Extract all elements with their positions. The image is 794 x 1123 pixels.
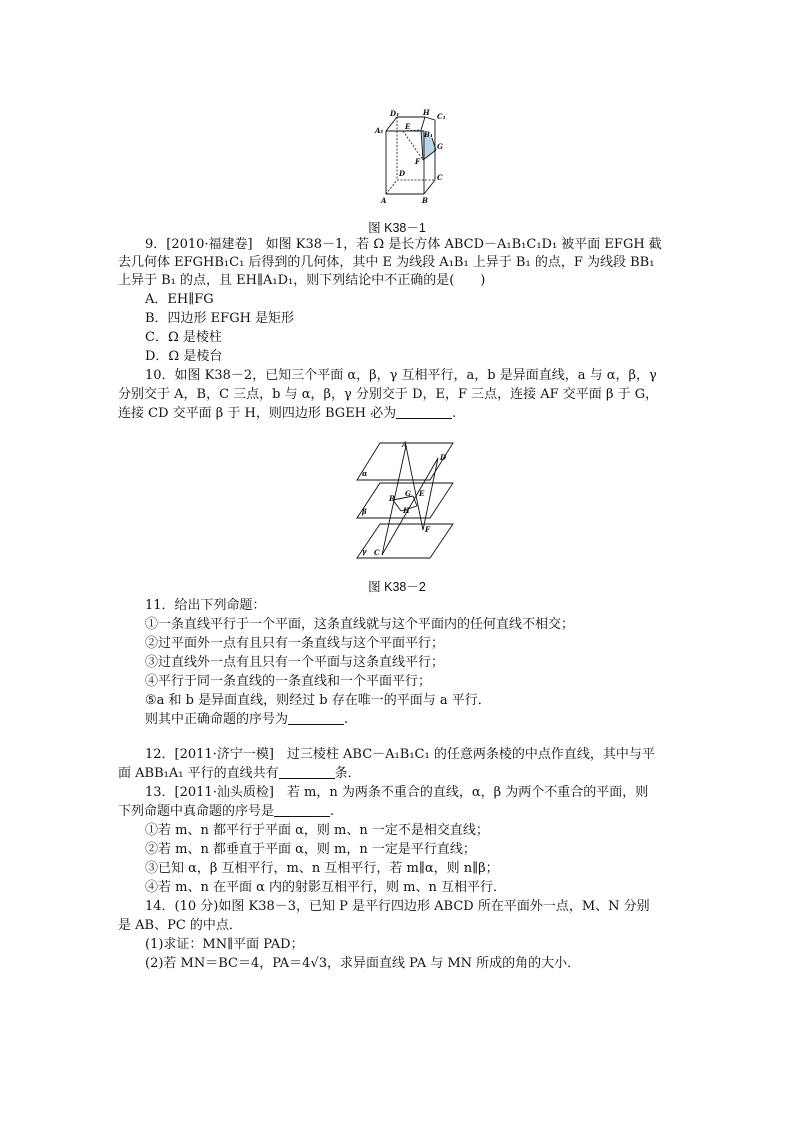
q13-item-1: ①若 m、n 都平行于平面 α，则 m、n 一定不是相交直线； <box>145 823 489 838</box>
figure-k38-2 <box>350 438 460 566</box>
label-B: B <box>422 196 428 205</box>
q13-line-2-text: 下列命题中真命题的序号是 <box>118 804 275 819</box>
label-A1: A₁ <box>375 126 384 135</box>
q10-line-3-end: . <box>452 406 457 421</box>
q14-part-1: (1)求证：MN∥平面 PAD； <box>145 937 304 952</box>
q11-item-1: ①一条直线平行于一个平面，这条直线就与这个平面内的任何直线不相交； <box>145 617 575 632</box>
q11-ask <box>145 711 348 729</box>
q14-line-1: 14．(10 分)如图 K38－3，已知 P 是平行四边形 ABCD 所在平面外一点，M、N 分别 <box>145 899 650 914</box>
q13-line-1: 13．[2011·汕头质检] 若 m，n 为两条不重合的直线，α，β 为两个不重合的平面，则 <box>145 785 649 800</box>
q9-option-b: B．四边形 EFGH 是矩形 <box>145 311 295 326</box>
q13-item-3: ③已知 α，β 互相平行，m、n 互相平行，若 m∥α，则 n∥β； <box>145 861 499 876</box>
label-A: A <box>402 440 408 449</box>
q10-line-1: 10．如图 K38－2，已知三个平面 α，β，γ 互相平行，a，b 是异面直线，a 与 α，β，γ <box>145 368 657 383</box>
label-F: F <box>415 157 420 166</box>
label-gamma: γ <box>362 547 367 556</box>
q9-option-a: A．EH∥FG <box>145 292 214 307</box>
q9-option-c: C．Ω 是棱柱 <box>145 330 222 345</box>
q12-answer-blank[interactable] <box>279 766 335 779</box>
q9-option-d: D．Ω 是棱台 <box>145 349 223 364</box>
q13-answer-blank[interactable] <box>274 804 330 817</box>
q13-line-2 <box>118 803 334 821</box>
q11-item-3: ③过直线外一点有且只有一个平面与这条直线平行； <box>145 655 445 670</box>
label-C: C <box>374 548 380 557</box>
label-H: H <box>403 506 410 515</box>
q11-item-5: ⑤a 和 b 是异面直线，则经过 b 存在唯一的平面与 a 平行． <box>145 693 491 708</box>
q11-intro: 11．给出下列命题： <box>145 598 266 613</box>
q12-line-1: 12．[2011·济宁一模] 过三棱柱 ABC－A₁B₁C₁ 的任意两条棱的中点作直线，其中与平 <box>145 747 655 762</box>
label-D: D <box>399 169 406 178</box>
q10-line-3 <box>118 405 456 423</box>
q9-line-1: 9．[2010·福建卷] 如图 K38－1，若 Ω 是长方体 ABCD－A₁B₁C₁D₁ 被平面 EFGH 截 <box>145 237 662 252</box>
label-G: G <box>437 142 443 151</box>
label-B: B <box>389 494 395 503</box>
q10-line-3-text: 连接 CD 交平面 β 于 H，则四边形 BGEH 必为 <box>118 406 397 421</box>
figure-k38-2-caption: 图 K38－2 <box>368 580 426 594</box>
label-D1: D₁ <box>390 109 400 118</box>
q13-item-4: ④若 m、n 在平面 α 内的射影互相平行，则 m、n 互相平行． <box>145 880 506 895</box>
label-C1: C₁ <box>437 112 446 121</box>
plane-gamma <box>357 524 453 558</box>
label-G: G <box>405 489 411 498</box>
q14-part-2: (2)若 MN＝BC＝4，PA＝4√3，求异面直线 PA 与 MN 所成的角的大小． <box>145 956 581 971</box>
label-H: H <box>423 108 430 117</box>
figure-k38-1-caption: 图 K38－1 <box>368 221 426 235</box>
q13-item-2: ②若 m、n 都垂直于平面 α，则 m，n 一定是平行直线； <box>145 842 476 857</box>
q12-line-2-end: 条． <box>334 766 361 781</box>
figure-k38-1 <box>370 108 450 208</box>
label-F: F <box>425 525 430 534</box>
label-B1: B₁ <box>424 130 433 139</box>
label-beta: β <box>362 507 367 516</box>
q9-line-3: 上异于 B₁ 的点，且 EH∥A₁D₁，则下列结论中不正确的是( ) <box>118 273 486 288</box>
q13-line-2-end: . <box>330 804 335 819</box>
q10-answer-blank[interactable] <box>396 406 452 419</box>
label-D: D <box>440 453 447 462</box>
q14-line-2: 是 AB、PC 的中点． <box>118 918 242 933</box>
q11-item-4: ④平行于同一条直线的一条直线和一个平面平行； <box>145 674 432 689</box>
q11-ask-text: 则其中正确命题的序号为 <box>145 712 289 727</box>
q12-line-2-text: 面 ABB₁A₁ 平行的直线共有 <box>118 766 279 781</box>
q11-answer-blank[interactable] <box>288 712 344 725</box>
q11-ask-end: . <box>344 712 349 727</box>
label-alpha: α <box>362 469 368 478</box>
q12-line-2 <box>118 765 361 783</box>
q11-item-2: ②过平面外一点有且只有一条直线与这个平面平行； <box>145 636 445 651</box>
label-C: C <box>437 173 443 182</box>
q10-line-2: 分别交于 A，B，C 三点，b 与 α，β，γ 分别交于 D，E，F 三点，连接 AF 交平面 β 于 G， <box>118 387 659 402</box>
label-E: E <box>405 122 411 131</box>
q9-line-2: 去几何体 EFGHB₁C₁ 后得到的几何体，其中 E 为线段 A₁B₁ 上异于 B₁ 的点，F 为线段 BB₁ <box>118 255 655 270</box>
label-A: A <box>381 196 387 205</box>
label-E: E <box>419 489 425 498</box>
